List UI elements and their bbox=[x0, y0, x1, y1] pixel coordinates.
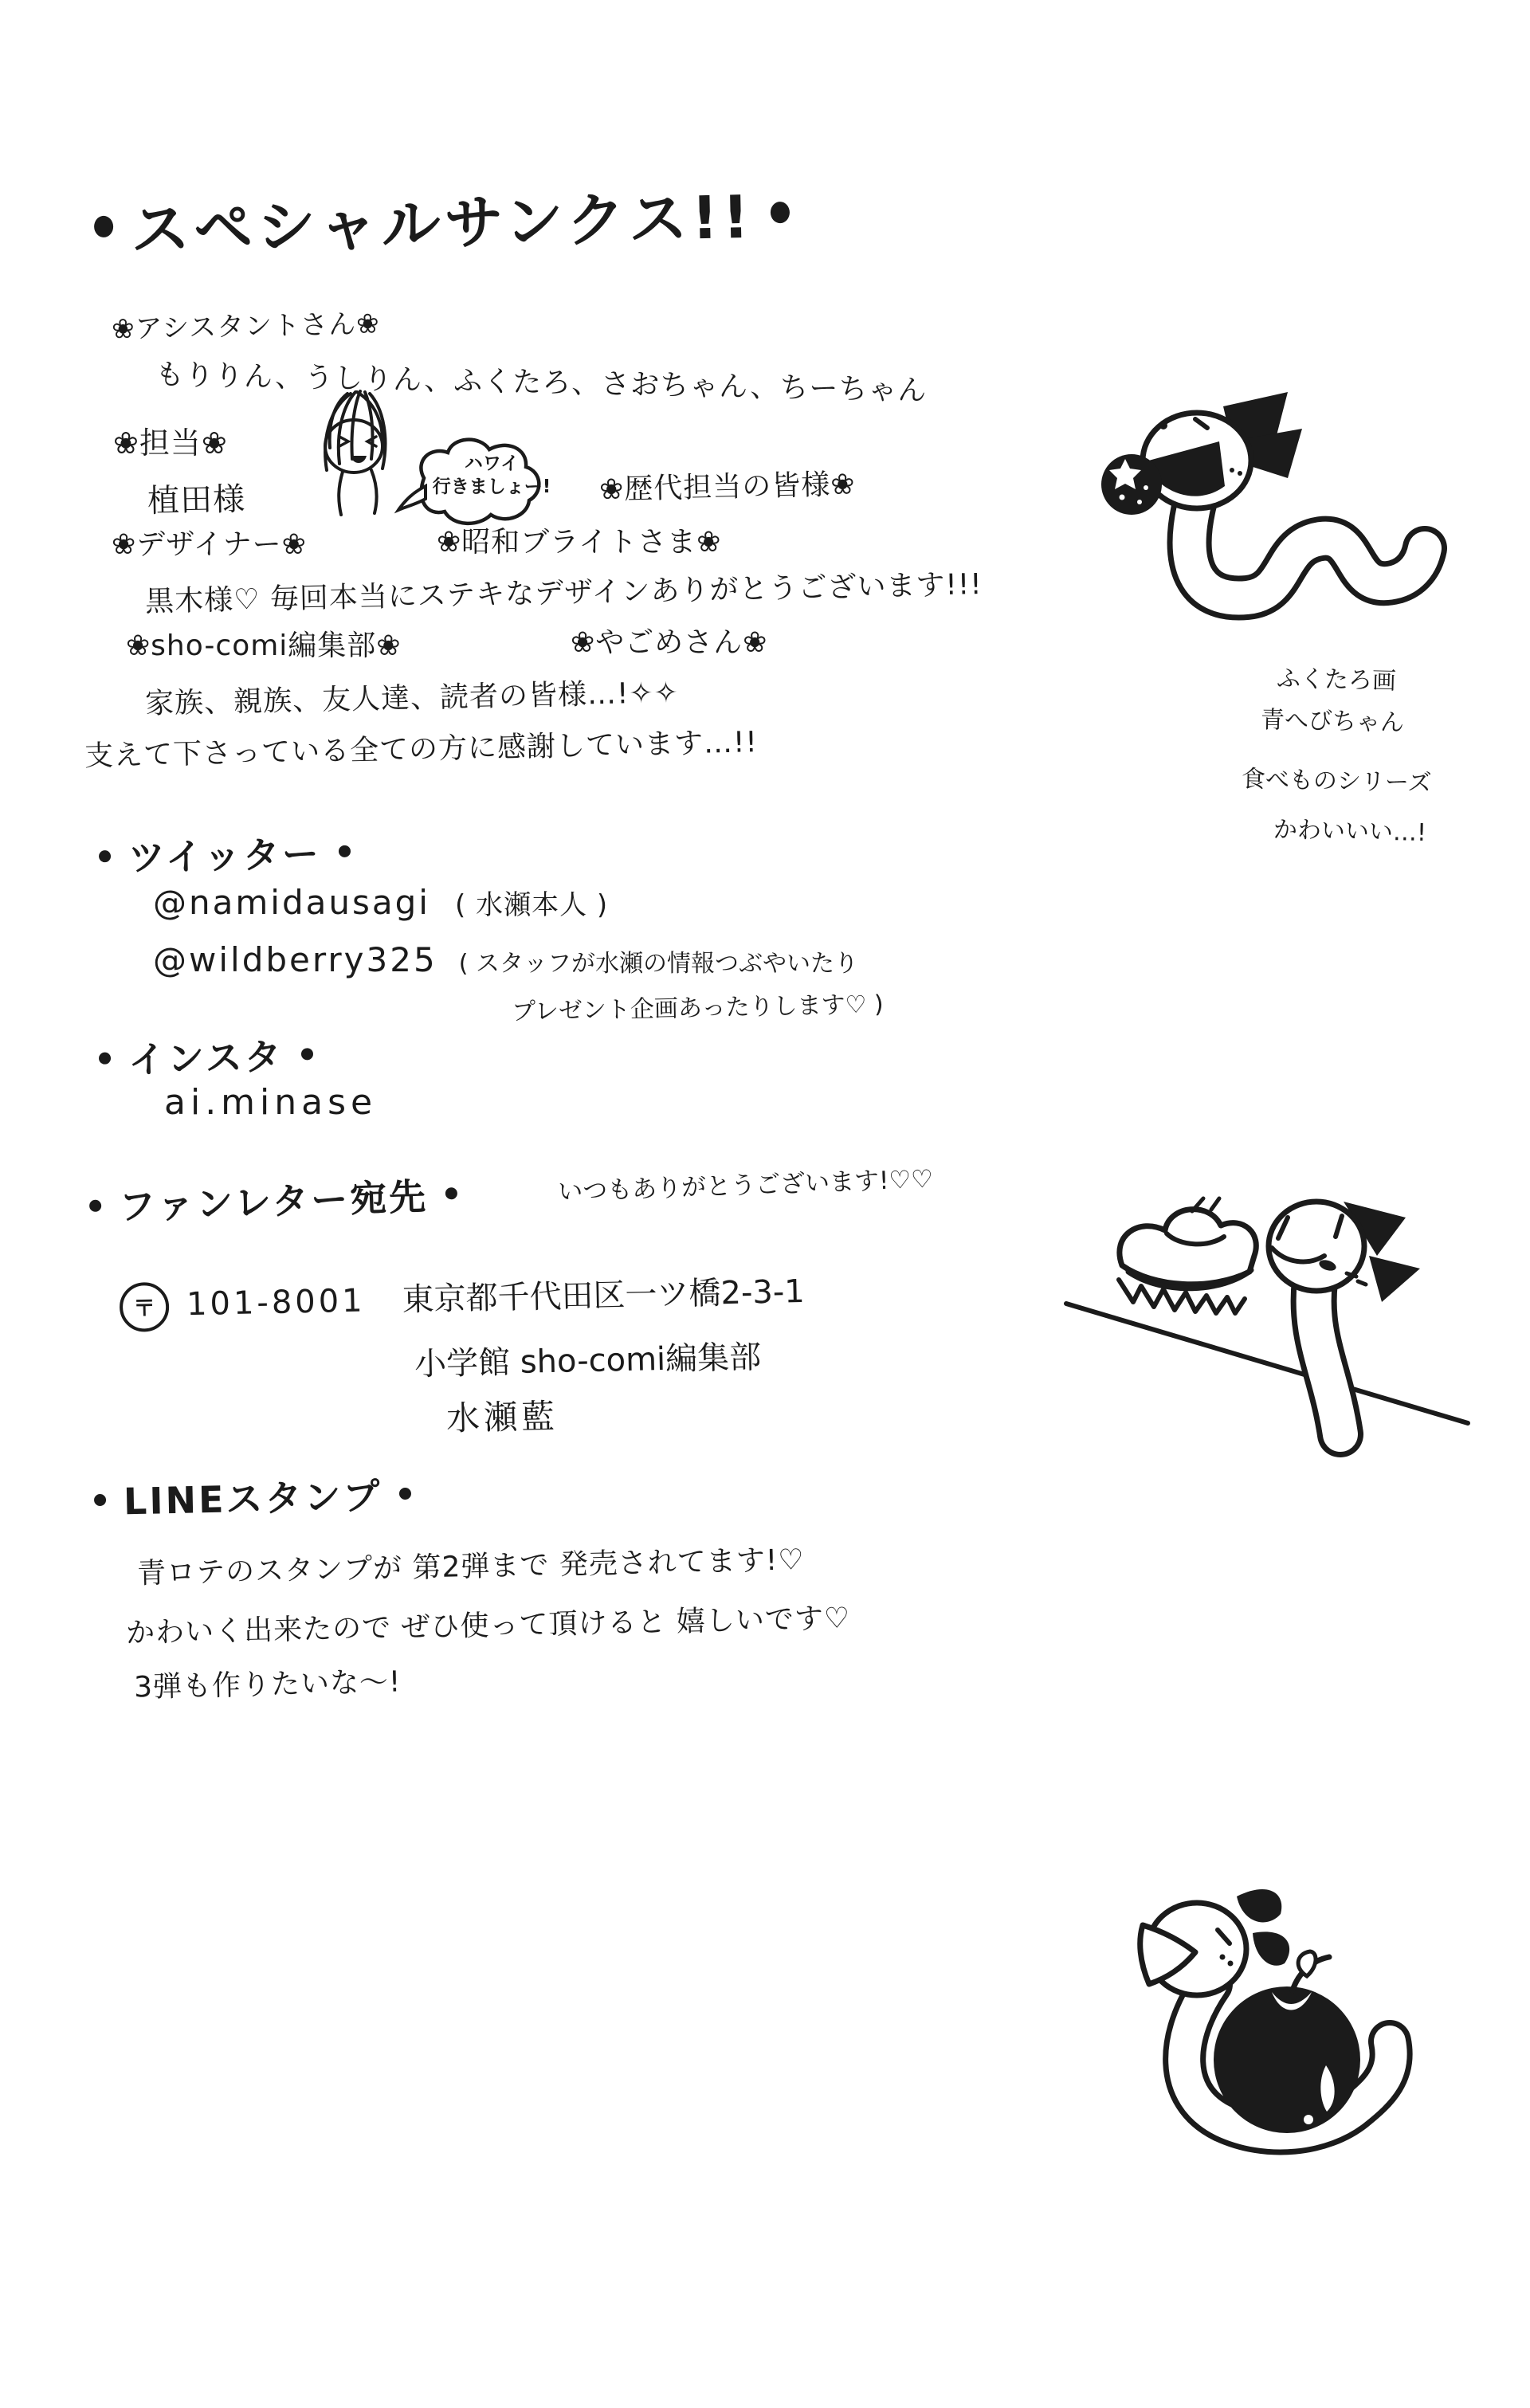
editor-heading: ❀担当❀ bbox=[113, 426, 228, 461]
editor-name: 植田様 bbox=[147, 480, 246, 520]
snake2-head bbox=[1269, 1202, 1364, 1291]
fanletter-dot-right-icon bbox=[445, 1186, 458, 1199]
address-region: 東京都千代田区一ツ橋2-3-1 bbox=[402, 1273, 806, 1319]
address-line-1 bbox=[119, 1266, 805, 1332]
designer-heading: ❀デザイナー❀ bbox=[112, 528, 307, 561]
fanletter-thanks-note: いつもありがとうございます!♡♡ bbox=[557, 1164, 934, 1207]
past-editors-heading: ❀歴代担当の皆様❀ bbox=[598, 468, 856, 507]
title-dot-left-icon bbox=[94, 215, 114, 237]
assistant-names: もりりん、うしりん、ふくたろ、さおちゃん、ちーちゃん bbox=[155, 358, 928, 408]
twitter-account-2: @wildberry325 bbox=[153, 940, 437, 979]
line-stamp-line-3: 3弾も作りたいな〜! bbox=[133, 1665, 402, 1704]
margin-note-comment: かわいいい…! bbox=[1273, 815, 1427, 848]
snake1-eye bbox=[1159, 422, 1167, 429]
designer-showa-bright: ❀昭和ブライトさま❀ bbox=[437, 526, 722, 559]
apple-leaf bbox=[1298, 1951, 1316, 1976]
instagram-dot-right-icon bbox=[300, 1048, 312, 1060]
page-title-text: スペシャルサンクス!! bbox=[130, 182, 755, 265]
instagram-section-heading bbox=[98, 1027, 313, 1084]
twitter-account-1: @namidausagi bbox=[153, 883, 430, 922]
address-line-2: 小学館 sho-comi編集部 bbox=[414, 1339, 762, 1383]
twitter-dot-left-icon bbox=[99, 849, 111, 861]
margin-note-artist-credit: ふくたろ画 bbox=[1276, 665, 1397, 696]
line-stamp-dot-left-icon bbox=[94, 1493, 106, 1505]
twitter-account-2-note-2: プレゼント企画あったりします♡ ) bbox=[511, 990, 885, 1026]
twitter-account-2-row bbox=[153, 940, 858, 979]
fanletter-section-heading bbox=[88, 1167, 458, 1232]
twitter-account-2-note: ( スタッフが水瀬の情報つぶやいたり bbox=[458, 950, 859, 978]
line-stamp-dot-right-icon bbox=[399, 1487, 411, 1499]
line-stamp-section-heading bbox=[93, 1467, 412, 1526]
twitter-heading-text: ツイッター bbox=[128, 832, 322, 880]
gratitude-line: 支えて下さっている全ての方に感謝しています…!! bbox=[84, 726, 759, 773]
instagram-dot-left-icon bbox=[99, 1052, 111, 1064]
twitter-section-heading bbox=[98, 825, 351, 883]
assistants-heading: ❀アシスタントさん❀ bbox=[111, 308, 381, 346]
margin-note-character-name: 青へびちゃん bbox=[1260, 706, 1405, 737]
snake-burger-doodle bbox=[1060, 1170, 1474, 1441]
instagram-account: ai.minase bbox=[164, 1082, 378, 1123]
table-line bbox=[1066, 1304, 1468, 1423]
fanletter-dot-left-icon bbox=[89, 1199, 102, 1212]
snake-strawberry-doodle bbox=[1084, 381, 1434, 636]
line-stamp-heading-text: LINEスタンプ bbox=[123, 1474, 382, 1524]
burger-icon bbox=[1120, 1210, 1256, 1284]
twitter-account-1-row bbox=[153, 883, 608, 922]
line-stamp-line-1: 青ロテのスタンプが 第2弾まで 発売されてます!♡ bbox=[136, 1543, 805, 1590]
designer-kuroki-thanks: 黒木様♡ 毎回本当にステキなデザインありがとうございます!!! bbox=[144, 568, 983, 618]
address-line-3: 水瀬藍 bbox=[445, 1396, 559, 1438]
editor-girl-doodle bbox=[301, 384, 405, 520]
family-readers-line: 家族、親族、友人達、読者の皆様…!✧✧ bbox=[144, 676, 680, 721]
margin-note-series: 食べものシリーズ bbox=[1241, 765, 1432, 798]
shocomi-editorial: ❀sho-comi編集部❀ bbox=[126, 629, 402, 662]
yagome-san: ❀やごめさん❀ bbox=[571, 626, 768, 659]
instagram-heading-text: インスタ bbox=[128, 1034, 284, 1082]
postal-code: 101-8001 bbox=[186, 1282, 367, 1324]
postal-mark-icon: 〒 bbox=[119, 1282, 169, 1332]
editor-bubble-text bbox=[416, 453, 567, 499]
fanletter-heading-text: ファンレター宛先 bbox=[118, 1175, 430, 1229]
page-title bbox=[93, 170, 790, 269]
snake-apple-doodle bbox=[1116, 1857, 1434, 2175]
bubble-line-1: ハワイ bbox=[464, 453, 520, 474]
bubble-line-2: 行きましょー! bbox=[432, 476, 551, 497]
line-stamp-line-2: かわいく出来たので ぜひ使って頂けると 嬉しいです♡ bbox=[125, 1602, 851, 1650]
title-dot-right-icon bbox=[771, 201, 790, 222]
twitter-account-1-note: ( 水瀬本人 ) bbox=[455, 889, 609, 921]
twitter-dot-right-icon bbox=[339, 845, 351, 857]
snake3-bow-icon bbox=[1237, 1889, 1281, 1922]
